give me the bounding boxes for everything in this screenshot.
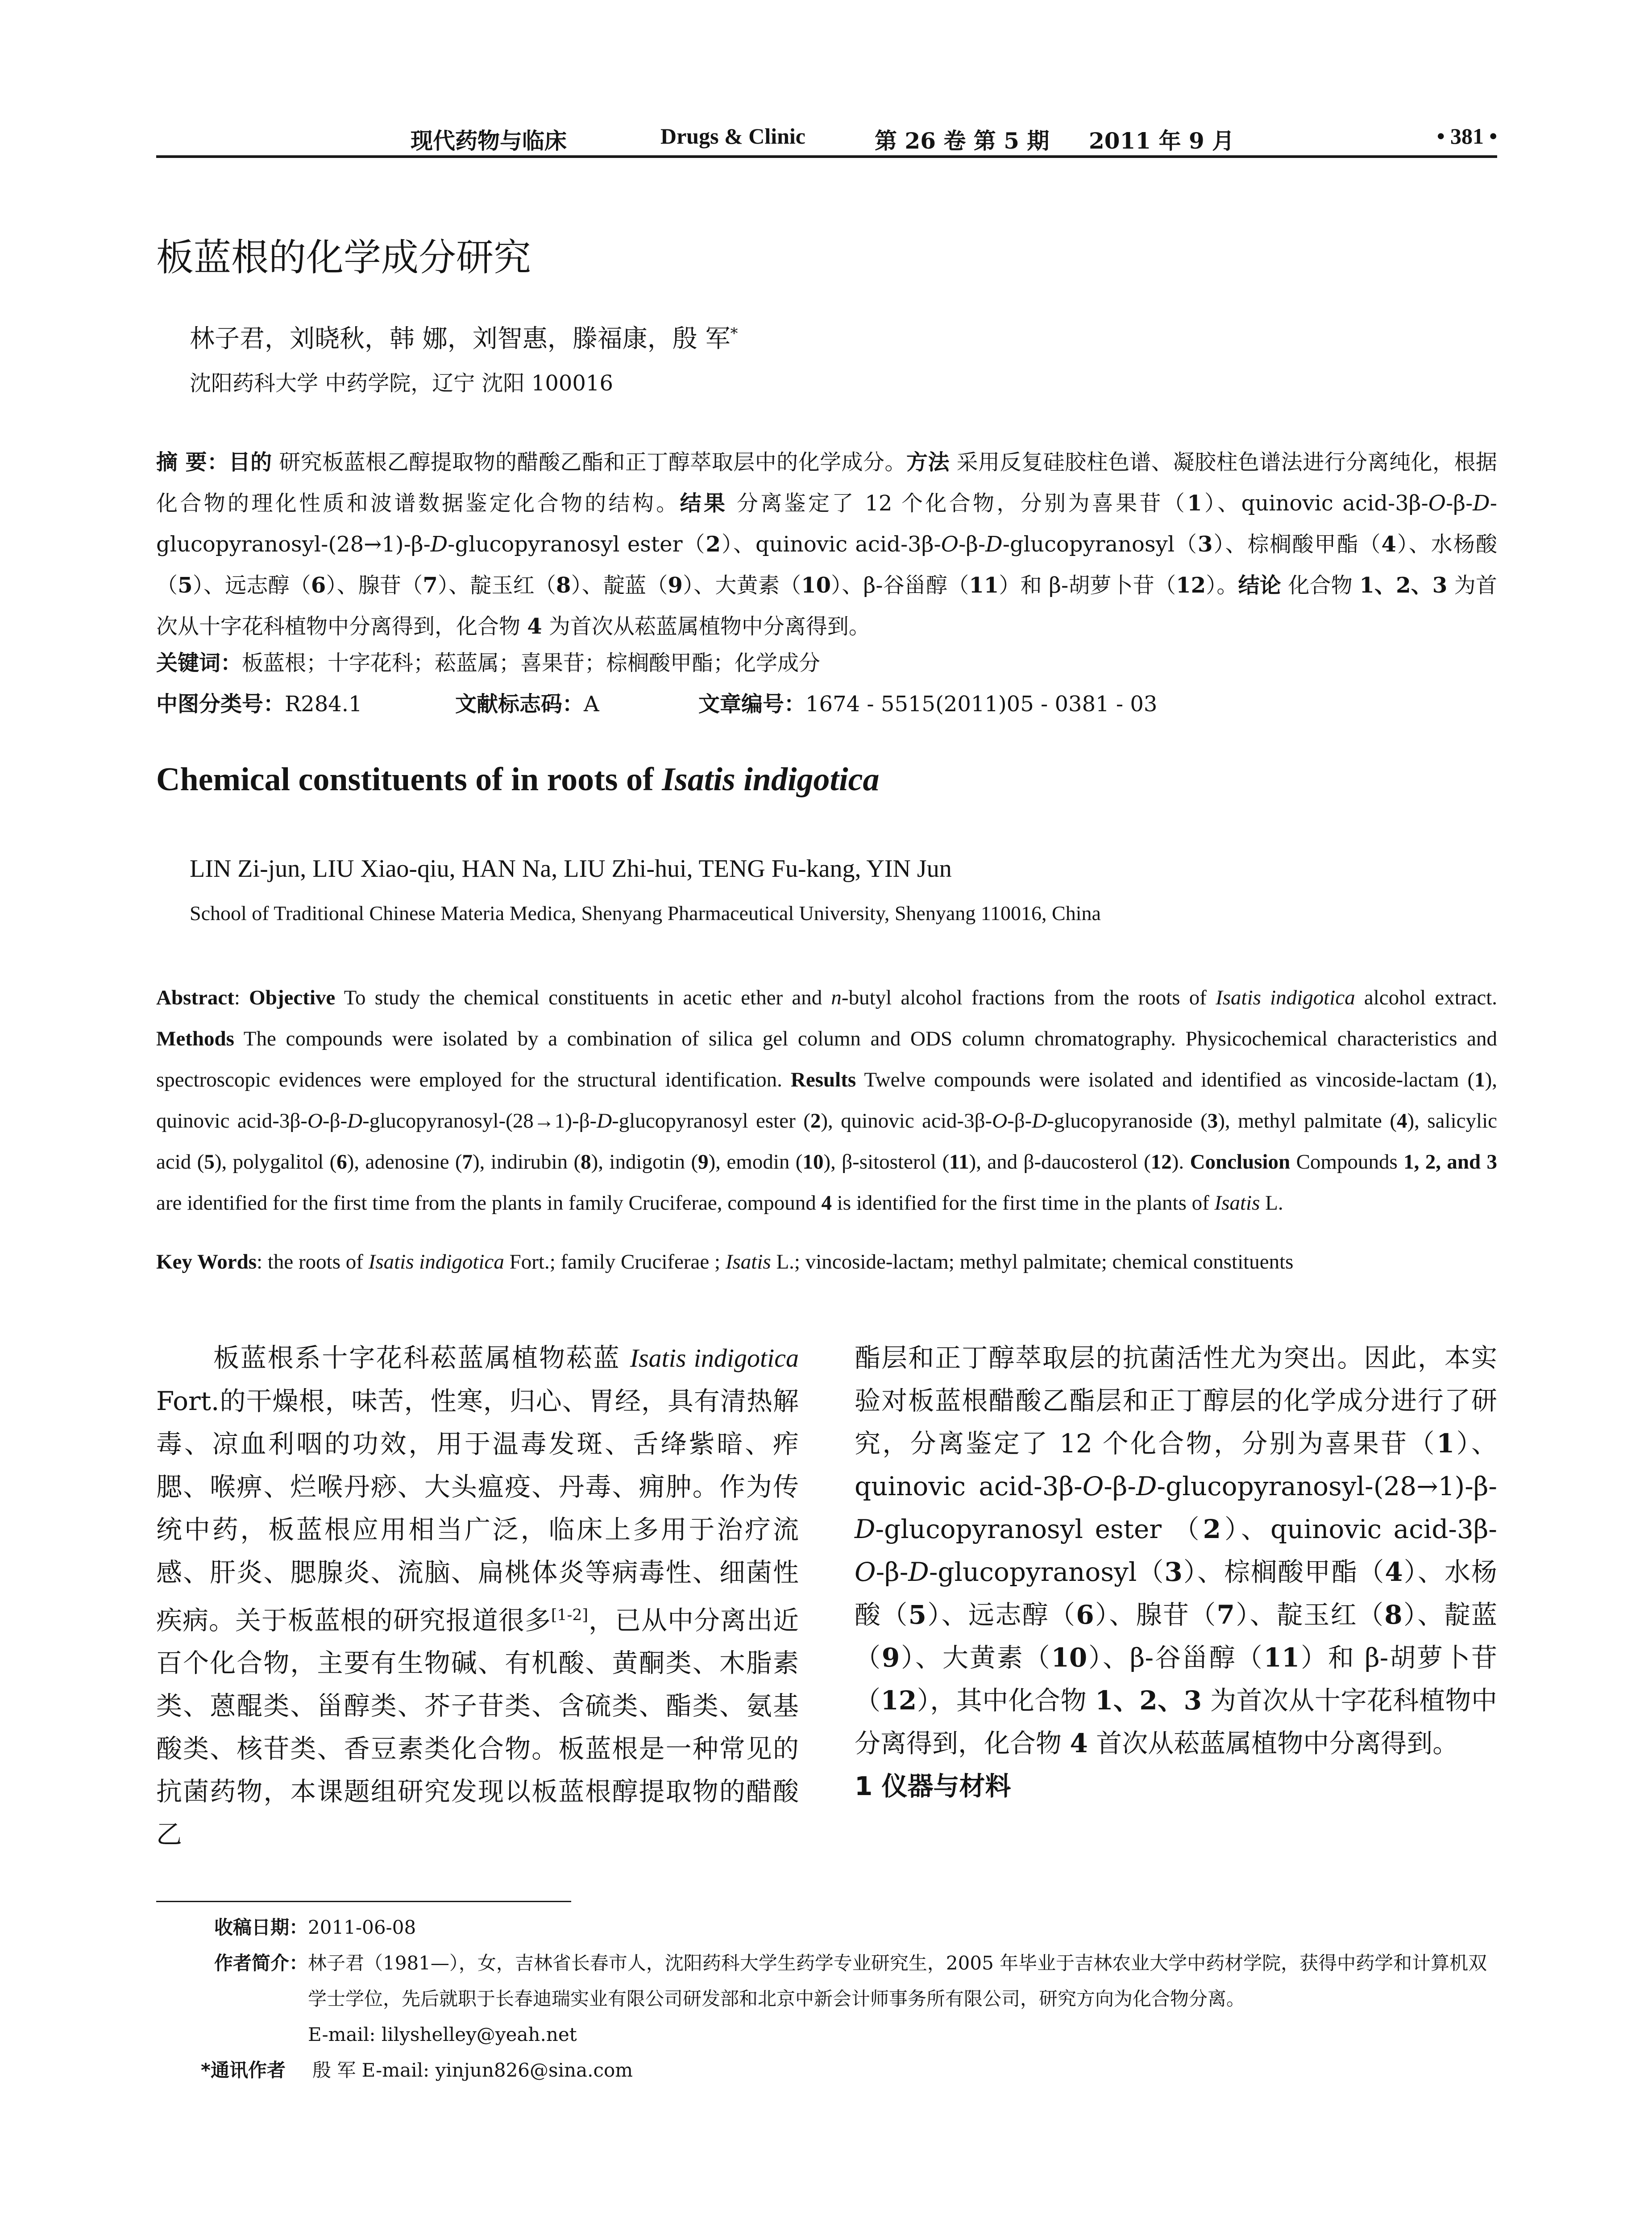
results-text-en: -glucopyranoside ( (1047, 1109, 1208, 1132)
authors-zh (190, 319, 738, 355)
objective-text-en: -butyl alcohol fractions from the roots of (841, 986, 1216, 1009)
article-no-label: 文章编号： (698, 692, 806, 717)
results-text-zh: -β- (959, 532, 986, 557)
clc-value: R284.1 (285, 692, 362, 717)
doc-code-value: A (584, 692, 599, 717)
compound-num: 1 (1187, 491, 1202, 516)
results-text-zh: -glucopyranosyl（ (1002, 532, 1198, 557)
bio-label: 作者简介： (214, 1952, 308, 1974)
results-text-en: ), indirubin ( (473, 1150, 581, 1174)
conclusion-label-zh: 结论 (1238, 573, 1281, 598)
article-title-en (156, 761, 880, 799)
keywords-en-text: : the roots of (257, 1250, 369, 1273)
keywords-en (156, 1241, 1497, 1282)
italic-term: Isatis indigotica (630, 1344, 799, 1373)
results-text-zh: ）、靛蓝（ (571, 573, 668, 598)
methods-label-zh: 方法 (906, 450, 950, 475)
conclusion-text-zh: 为首次从十字花科植物中分离得到，化合物 (156, 573, 1497, 639)
compound-num: 7 (1216, 1600, 1235, 1630)
bio-email: E-mail: lilyshelley@yeah.net (308, 2024, 577, 2045)
results-text-zh: -glucopyranosyl ester（ (448, 532, 706, 557)
italic-term: D (1473, 491, 1490, 516)
results-text-en: Twelve compounds were isolated and identified as vincoside-lactam ( (864, 1068, 1475, 1091)
compound-num: 11 (1263, 1642, 1300, 1673)
results-text-en: ), and β-daucosterol ( (969, 1150, 1151, 1174)
body-text: 为首次从十字花科植物中分离得到，化合物 (855, 1685, 1497, 1758)
body-text: ）、β-谷甾醇（ (1087, 1642, 1264, 1673)
results-text-en: -β- (1007, 1109, 1032, 1132)
results-text-zh: ）、β-谷甾醇（ (831, 573, 969, 598)
italic-term: D (1136, 1471, 1157, 1501)
objective-text-zh: 研究板蓝根乙醇提取物的醋酸乙酯和正丁醇萃取层中的化学成分。 (279, 450, 906, 475)
compound-num: 5 (178, 573, 193, 598)
footnote-corresponding (201, 2053, 1497, 2088)
footnotes (201, 1910, 1497, 2088)
body-text: ），其中化合物 (917, 1685, 1096, 1716)
results-text-zh: ）、quinovic acid-3β- (1202, 491, 1428, 516)
affiliation-en: School of Traditional Chinese Materia Medica, Shenyang Pharmaceutical University, Shenyang 110016, China (190, 902, 1101, 925)
authors-en: LIN Zi-jun, LIU Xiao-qiu, HAN Na, LIU Zhi-hui, TENG Fu-kang, YIN Jun (190, 855, 952, 883)
results-text-en: ), quinovic acid-3β- (156, 1068, 1498, 1132)
running-header (156, 120, 1497, 155)
results-text-en: ), polygalitol ( (214, 1150, 337, 1174)
footnote-rule (156, 1901, 571, 1902)
compound-num: 6 (311, 573, 326, 598)
italic-term: n (831, 986, 842, 1009)
italic-term: D (1032, 1109, 1047, 1132)
compound-num: 8 (581, 1150, 591, 1174)
results-text-en: ), adenosine ( (347, 1150, 462, 1174)
results-text-zh: 分离鉴定了 12 个化合物，分别为喜果苷（ (736, 491, 1187, 516)
compound-num: 10 (801, 573, 831, 598)
body-text: ）、腺苷（ (1094, 1600, 1217, 1630)
compound-num: 10 (1051, 1642, 1087, 1673)
affiliation-zh: 沈阳药科大学 中药学院，辽宁 沈阳 100016 (190, 371, 614, 396)
results-text-en: -β- (322, 1109, 348, 1132)
body-text: ）、靛蓝（ (855, 1600, 1497, 1673)
compound-num: 9 (698, 1150, 709, 1174)
italic-term: D (347, 1109, 363, 1132)
corresponding-mark: * (730, 324, 738, 342)
body-text: ）、远志醇（ (926, 1600, 1076, 1630)
article-no-value: 1674 - 5515(2011)05 - 0381 - 03 (805, 692, 1158, 717)
compound-num: 12 (1150, 1150, 1172, 1174)
body-text: ）、quinovic acid-3β- (855, 1428, 1497, 1501)
header-rule (156, 155, 1497, 158)
methods-text-en: The compounds were isolated by a combination of silica gel column and ODS column chromatography. Physicochemical characteristics and spectroscopic evidences were employed for the structural identification. (156, 1027, 1498, 1091)
results-label-en: Results (790, 1068, 856, 1091)
italic-term: O (307, 1109, 323, 1132)
footnote-received (214, 1910, 1497, 1945)
keywords-en-text: Fort.; family Cruciferae ; (504, 1250, 726, 1273)
compound-num: 4 (1397, 1109, 1407, 1132)
results-text-zh: -β- (1446, 491, 1473, 516)
results-text-en: ), β-sitosterol ( (823, 1150, 950, 1174)
body-text: 酯层和正丁醇萃取层的抗菌活性尤为突出。因此，本实验对板蓝根醋酸乙酯层和正丁醇层的化学成分进行了研究，分离鉴定了 12 个化合物，分别为喜果苷（ (855, 1343, 1497, 1459)
compound-num: 1、2、3 (1359, 573, 1448, 598)
conclusion-text-zh: 化合物 (1288, 573, 1360, 598)
conclusion-text-zh: 为首次从菘蓝属植物中分离得到。 (542, 614, 870, 639)
compound-num: 1 (1436, 1428, 1455, 1459)
italic-term: Isatis (1214, 1191, 1260, 1215)
results-text-en: ), salicylic acid ( (156, 1109, 1497, 1174)
italic-term: D (855, 1514, 876, 1544)
italic-term: D (597, 1109, 612, 1132)
results-text-zh: ）、quinovic acid-3β- (720, 532, 941, 557)
results-text-en: ), indigotin ( (591, 1150, 698, 1174)
results-text-zh: ）、棕榈酸甲酯（ (1212, 532, 1382, 557)
body-text: -β- (1104, 1471, 1137, 1501)
compound-num: 7 (462, 1150, 473, 1174)
abstract-en: Abstract: Objective To study the chemical constituents in acetic ether and n-butyl alcohol fractions from the roots of Isatis indigotica alcohol extract. Methods The compounds were isolated by a combination of silica gel column and ODS column chromatography. Physicochemical characteristics and spectroscopic evidences were employed for the structural identification. Results Twelve compounds were isolated and identified as vincoside-lactam (1), quinovic acid-3β-O-β-D-glucopyranosyl-(28→1)-β-D-glucopyranosyl ester (2), quinovic acid-3β-O-β-D-glucopyranoside (3), methyl palmitate (4), salicylic acid (5), polygalitol (6), adenosine (7), indirubin (8), indigotin (9), emodin (10), β-sitosterol (11), and β-daucosterol (12). Conclusion Compounds 1, 2, and 3 are identified for the first time from the plants in family Cruciferae, compound 4 is identified for the first time in the plants of Isatis L. (156, 986, 1498, 1215)
compound-num: 3 (1198, 532, 1213, 557)
italic-term: O (992, 1109, 1008, 1132)
objective-text-en: alcohol extract. (1355, 986, 1497, 1009)
results-text-zh: ）、水杨酸（ (156, 532, 1497, 598)
page-number: • 381 • (1436, 124, 1497, 149)
compound-num: 12 (1176, 573, 1206, 598)
italic-term: D (985, 532, 1003, 557)
results-text-en: -glucopyranosyl-(28→1)-β- (362, 1109, 597, 1132)
compound-num: 4 (821, 1191, 832, 1215)
body-text: Fort.的干燥根，味苦，性寒，归心、胃经，具有清热解毒、凉血利咽的功效，用于温毒发斑、舌绛紫暗、痄腮、喉痹、烂喉丹痧、大头瘟疫、丹毒、痈肿。作为传统中药，板蓝根应用相当广泛，临床上多用于治疗流感、肝炎、腮腺炎、流脑、扁桃体炎等病毒性、细菌性疾病。关于板蓝根的研究报道很多 (156, 1386, 799, 1636)
body-text: -glucopyranosyl（ (929, 1557, 1165, 1587)
compound-num: 8 (556, 573, 571, 598)
italic-term: Isatis indigotica (1216, 986, 1355, 1009)
compound-num: 1 (1474, 1068, 1485, 1091)
body-text: -glucopyranosyl-(28→1)-β- (1157, 1471, 1497, 1501)
body-column-right (855, 1336, 1497, 1808)
compound-num: 10 (802, 1150, 824, 1174)
compound-num: 11 (949, 1150, 969, 1174)
compound-num: 4 (1385, 1557, 1403, 1587)
compound-num: 2 (706, 532, 721, 557)
compound-num: 9 (668, 573, 683, 598)
conclusion-text-en: are identified for the first time from the plants in family Cruciferae, compound (156, 1191, 822, 1215)
italic-term: Isatis (725, 1250, 771, 1273)
results-text-en: -glucopyranosyl ester ( (612, 1109, 810, 1132)
compound-num: 11 (969, 573, 999, 598)
methods-label-en: Methods (156, 1027, 234, 1050)
body-text: 板蓝根系十字花科菘蓝属植物菘蓝 (213, 1343, 630, 1373)
compound-num: 3 (1207, 1109, 1218, 1132)
results-text-zh: ）、靛玉红（ (437, 573, 556, 598)
compound-num: 9 (881, 1642, 900, 1673)
results-text-en: ), quinovic acid-3β- (821, 1109, 992, 1132)
objective-label-en: Objective (249, 986, 336, 1009)
objective-label-zh: 目的 (228, 450, 272, 475)
results-text-en: ), methyl palmitate ( (1218, 1109, 1397, 1132)
results-text-zh: ）。 (1206, 573, 1238, 598)
corresponding-label: *通讯作者 (201, 2059, 286, 2081)
compound-num: 6 (336, 1150, 347, 1174)
abstract-zh-label: 摘 要： (156, 450, 229, 475)
compound-num: 2 (1203, 1514, 1221, 1544)
body-text: ）、水杨酸（ (855, 1557, 1497, 1630)
compound-num: 3 (1164, 1557, 1183, 1587)
compound-num: 1、2、3 (1095, 1685, 1202, 1716)
conclusion-text-en: L. (1260, 1191, 1283, 1215)
results-text-zh: ）和 β-胡萝卜苷（ (999, 573, 1176, 598)
compound-num: 6 (1076, 1600, 1094, 1630)
authors-zh-names: 林子君，刘晓秋，韩 娜，刘智惠，滕福康，殷 军 (190, 324, 731, 353)
received-label: 收稿日期： (214, 1916, 308, 1938)
keywords-zh-text: 板蓝根；十字花科；菘蓝属；喜果苷；棕榈酸甲酯；化学成分 (242, 651, 821, 676)
keywords-zh-label: 关键词： (156, 651, 242, 676)
body-text: ）、大黄素（ (900, 1642, 1051, 1673)
conclusion-label-en: Conclusion (1190, 1150, 1291, 1174)
italic-term: O (941, 532, 959, 557)
italic-term: O (855, 1557, 876, 1587)
title-en-species: Isatis indigotica (662, 761, 880, 798)
compound-num: 4 (1070, 1728, 1088, 1758)
results-text-zh: ）、远志醇（ (192, 573, 311, 598)
objective-text-en: To study the chemical constituents in acetic ether and (344, 986, 831, 1009)
results-text-zh: ）、腺苷（ (326, 573, 423, 598)
compound-num: 8 (1384, 1600, 1403, 1630)
results-text-en: ). (1171, 1150, 1184, 1174)
results-text-zh: -glucopyranosyl-(28→1)-β- (156, 491, 1497, 557)
compound-num: 4 (527, 614, 542, 639)
conclusion-text-en: Compounds (1296, 1150, 1404, 1174)
section-heading-1: 1 仪器与材料 (855, 1771, 1011, 1801)
conclusion-text-en: is identified for the first time in the plants of (831, 1191, 1215, 1215)
methods-text-zh: 采用反复硅胶柱色谱、凝胶柱色谱法进行分离纯化，根据化合物的理化性质和波谱数据鉴定化合物的结构。 (156, 450, 1497, 516)
body-column-left (156, 1336, 799, 1856)
journal-name-en: Drugs & Clinic (660, 124, 805, 149)
abstract-en-label: Abstract (156, 986, 234, 1009)
compound-num: 5 (908, 1600, 927, 1630)
italic-term: O (1428, 491, 1446, 516)
compound-num: 5 (204, 1150, 215, 1174)
compound-num: 4 (1381, 532, 1396, 557)
received-date: 2011-06-08 (308, 1916, 416, 1938)
compound-num: 2 (810, 1109, 821, 1132)
compound-num: 12 (880, 1685, 917, 1716)
results-text-en: ), emodin ( (708, 1150, 803, 1174)
body-text: ）和 β-胡萝卜苷（ (855, 1642, 1497, 1716)
journal-name-zh: 现代药物与临床 (411, 128, 567, 154)
keywords-zh (156, 643, 1497, 684)
italic-term: D (430, 532, 448, 557)
italic-term: Isatis indigotica (368, 1250, 504, 1273)
body-text: ）、棕榈酸甲酯（ (1182, 1557, 1385, 1587)
italic-term: O (1082, 1471, 1104, 1501)
issue-date: 2011 年 9 月 (1089, 128, 1235, 154)
results-text-zh: ）、大黄素（ (682, 573, 801, 598)
body-text: ）、靛玉红（ (1235, 1600, 1385, 1630)
footnote-bio (214, 1945, 1497, 2053)
corresponding-text: 殷 军 E-mail: yinjun826@sina.com (312, 2059, 633, 2081)
results-label-zh: 结果 (680, 491, 728, 516)
compound-num: 7 (423, 573, 438, 598)
clc-label: 中图分类号： (156, 692, 285, 717)
article-title-zh: 板蓝根的化学成分研究 (156, 236, 531, 279)
body-text: -glucopyranosyl ester （ (875, 1514, 1203, 1544)
body-text: 首次从菘蓝属植物中分离得到。 (1087, 1728, 1459, 1758)
title-en-main: Chemical constituents of in roots of (156, 761, 662, 798)
keywords-en-label: Key Words (156, 1250, 257, 1273)
compound-num: 1, 2, and 3 (1403, 1150, 1498, 1174)
italic-term: D (908, 1557, 929, 1587)
citation-ref: [1-2] (551, 1606, 589, 1624)
body-text: ）、quinovic acid-3β- (1220, 1514, 1498, 1544)
bio-text: 林子君（1981—），女，吉林省长春市人，沈阳药科大学生药学专业研究生，2005 年毕业于吉林农业大学中药材学院，获得中药学和计算机双学士学位，先后就职于长春迪瑞实业有限公司研发部和北京中新会计师事务所有限公司，研究方向为化合物分离。 (308, 1952, 1487, 2010)
abstract-zh (156, 442, 1497, 647)
volume-issue: 第 26 卷 第 5 期 (875, 128, 1050, 154)
body-text: -β- (876, 1557, 909, 1587)
doc-code-label: 文献标志码： (455, 692, 584, 717)
keywords-en-text: L.; vincoside-lactam; methyl palmitate; chemical constituents (771, 1250, 1294, 1273)
body-text: ，已从中分离出近百个化合物，主要有生物碱、有机酸、黄酮类、木脂素类、蒽醌类、甾醇类、芥子苷类、含硫类、酯类、氨基酸类、核苷类、香豆素类化合物。板蓝根是一种常见的抗菌药物，本课题组研究发现以板蓝根醇提取物的醋酸乙 (156, 1605, 799, 1850)
